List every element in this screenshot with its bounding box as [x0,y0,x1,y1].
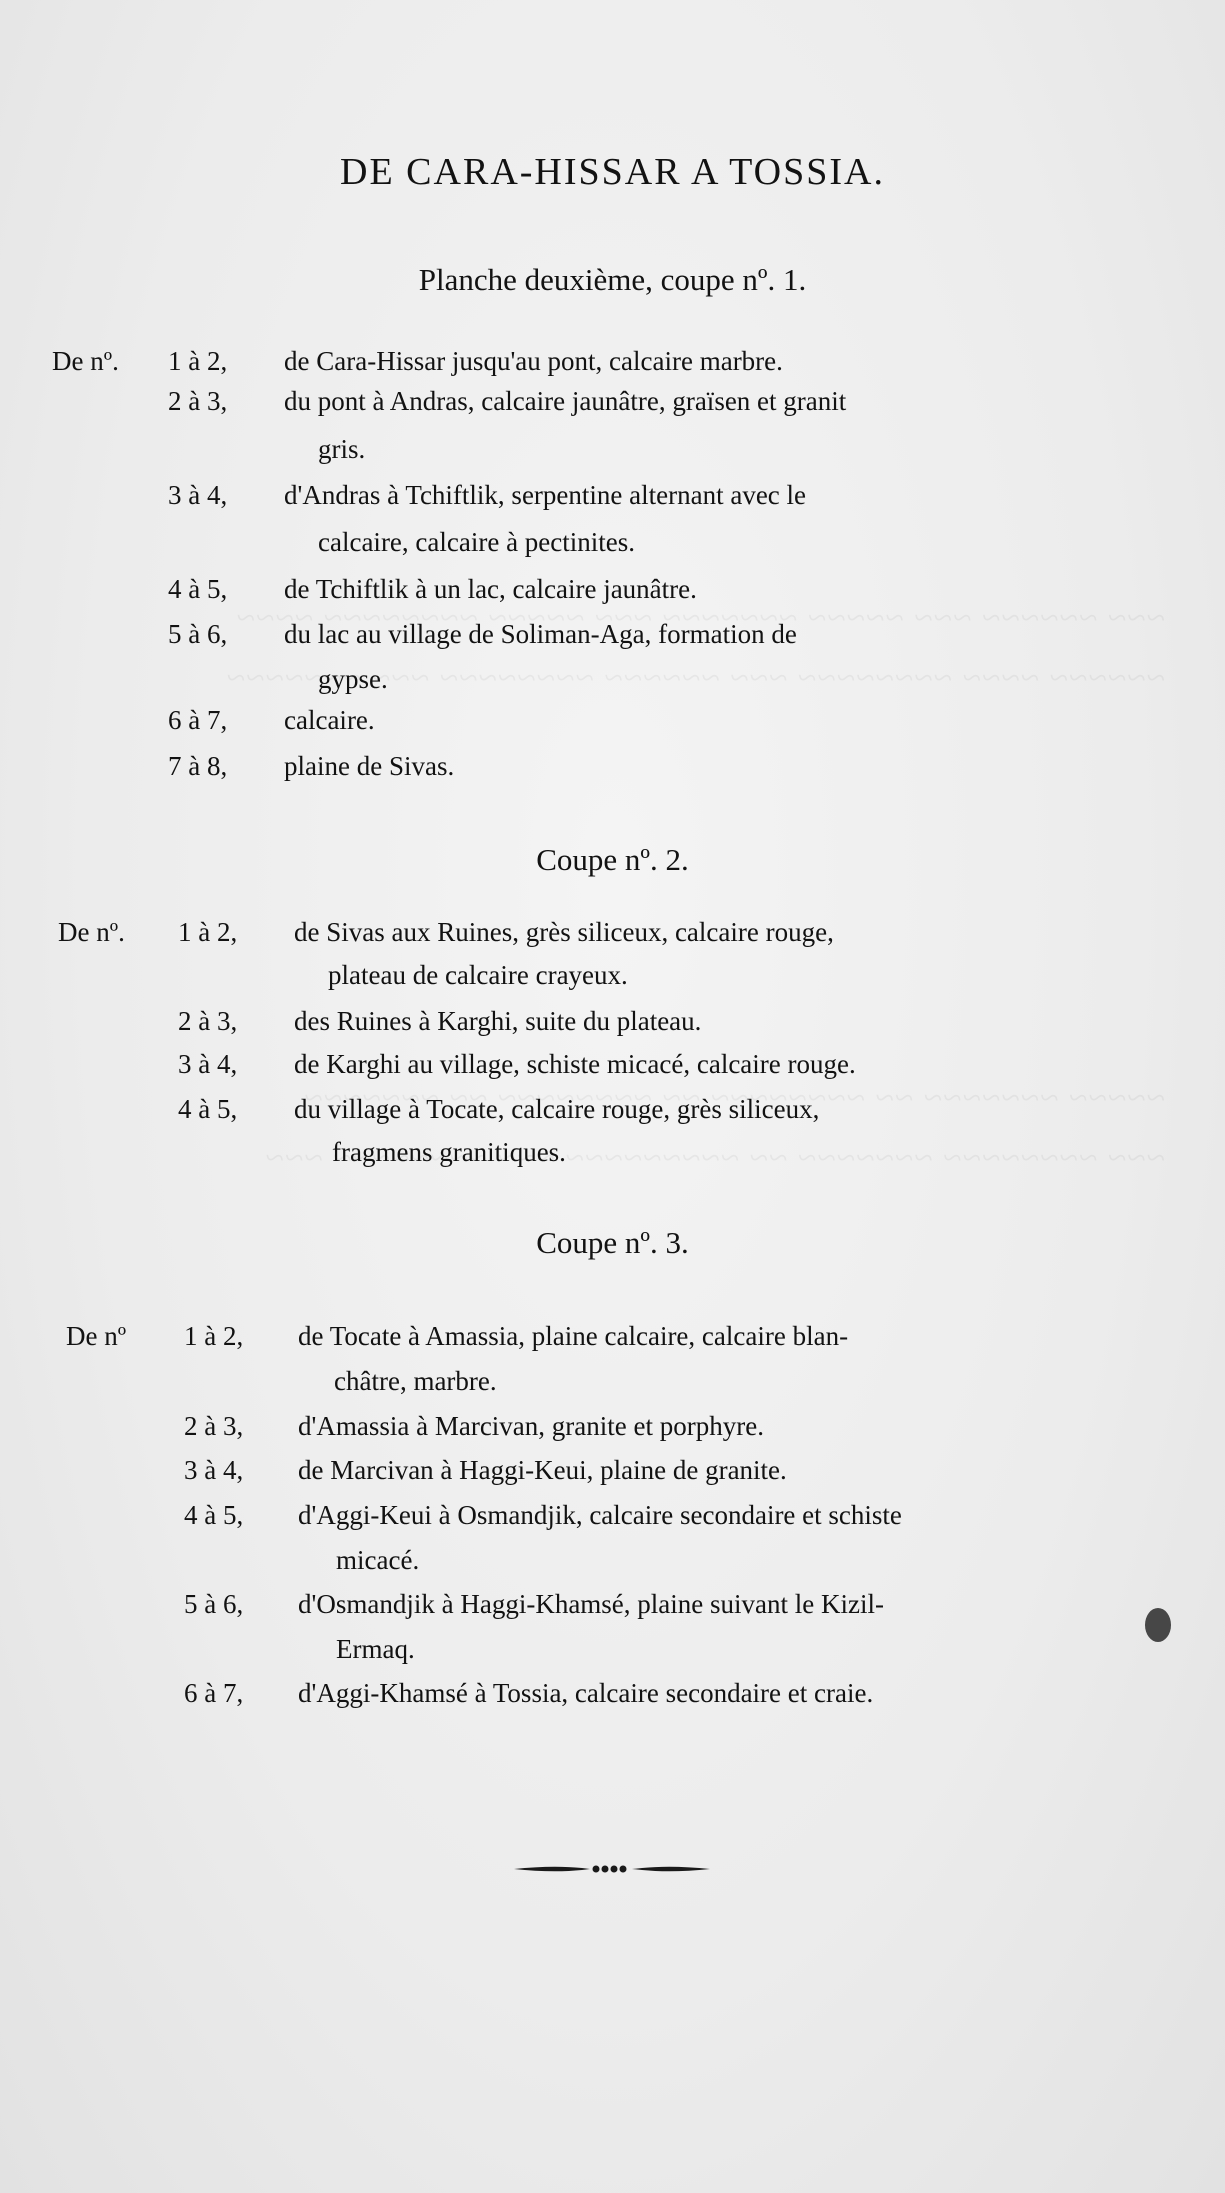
entry-range: 5 à 6, [184,1589,244,1619]
entry-text-continued: gris. [318,434,366,464]
entry-text-continued: fragmens granitiques. [332,1137,566,1167]
entry-text: du pont à Andras, calcaire jaunâtre, graïsen et granit [284,386,847,416]
entry-text: d'Andras à Tchiftlik, serpentine alternant avec le [284,480,807,510]
entry-text: d'Osmandjik à Haggi-Khamsé, plaine suivant le Kizil- [298,1589,884,1619]
entry-range: 4 à 5, [178,1094,238,1124]
entry-range: 2 à 3, [168,386,228,416]
entry-text: d'Aggi-Khamsé à Tossia, calcaire secondaire et craie. [298,1678,874,1708]
section-heading: Planche deuxième, coupe nº. 1. [418,262,807,297]
ink-blot [1145,1608,1171,1642]
entry-text: du lac au village de Soliman-Aga, formation de [284,619,797,649]
entry-range: 3 à 4, [168,480,228,510]
entry-text: de Tocate à Amassia, plaine calcaire, calcaire blan- [298,1321,849,1351]
section-heading: Coupe nº. 2. [536,842,689,877]
entry-text-continued: micacé. [336,1545,420,1575]
entry-range: 4 à 5, [168,574,228,604]
entry-text-continued: plateau de calcaire crayeux. [328,960,628,990]
entry-text: du village à Tocate, calcaire rouge, grès siliceux, [294,1094,820,1124]
entry-range: 1 à 2, [168,346,228,376]
page-title: DE CARA-HISSAR A TOSSIA. [340,151,885,193]
entry-text: plaine de Sivas. [284,751,455,781]
entry-range: 3 à 4, [178,1049,238,1079]
entry-range: 2 à 3, [184,1411,244,1441]
entry-text-continued: Ermaq. [336,1634,415,1664]
section-heading: Coupe nº. 3. [536,1225,689,1260]
entry-text-continued: calcaire, calcaire à pectinites. [318,527,636,557]
entry-text: de Tchiftlik à un lac, calcaire jaunâtre. [284,574,697,604]
entry-text-continued: châtre, marbre. [334,1366,497,1396]
entry-range: 2 à 3, [178,1006,238,1036]
show-through-text [90,1140,1165,1178]
entry-text: d'Amassia à Marcivan, granite et porphyre. [298,1411,764,1441]
ornamental-rule [512,1862,712,1876]
entry-range: 5 à 6, [168,619,228,649]
entry-text: de Sivas aux Ruines, grès siliceux, calcaire rouge, [294,917,834,947]
entry-range: 6 à 7, [168,705,228,735]
entry-prefix: De nº. [58,917,125,947]
entry-text: des Ruines à Karghi, suite du plateau. [294,1006,702,1036]
entry-text: de Karghi au village, schiste micacé, calcaire rouge. [294,1049,856,1079]
entry-range: 3 à 4, [184,1455,244,1485]
entry-text: de Marcivan à Haggi-Keui, plaine de granite. [298,1455,787,1485]
entry-range: 6 à 7, [184,1678,244,1708]
entry-range: 1 à 2, [178,917,238,947]
entry-range: 7 à 8, [168,751,228,781]
entry-range: 4 à 5, [184,1500,244,1530]
entry-text-continued: gypse. [318,664,388,694]
entry-text: d'Aggi-Keui à Osmandjik, calcaire secondaire et schiste [298,1500,902,1530]
entry-prefix: De nº. [52,346,119,376]
entry-text: de Cara-Hissar jusqu'au pont, calcaire marbre. [284,346,783,376]
show-through-text [90,660,1165,698]
entry-prefix: De nº [66,1321,127,1351]
entry-range: 1 à 2, [184,1321,244,1351]
entry-text: calcaire. [284,705,375,735]
